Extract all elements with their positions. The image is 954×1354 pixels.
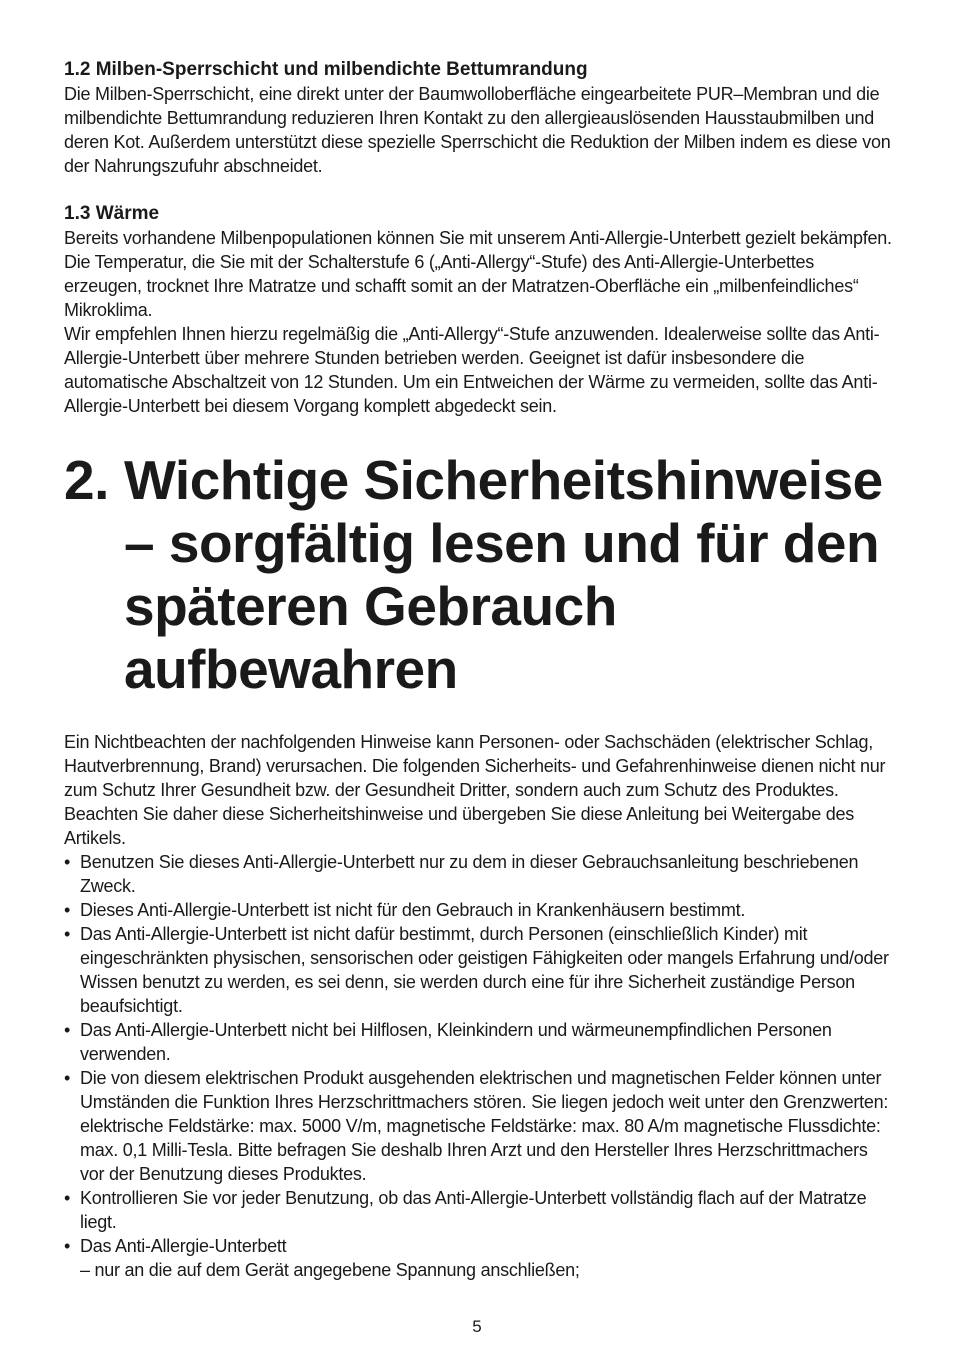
- list-item: [64, 1066, 894, 1186]
- paragraph: Die Milben-Sperrschicht, eine direkt unter der Baumwolloberfläche eingearbeitete PUR–Membran und die milbendichte Bettumrandung reduzieren Ihren Kontakt zu den allergieauslösenden Hausstaubmilben und deren Kot. Außerdem unterstützt diese spezielle Sperrschicht die Reduktion der Milben indem es diese von der Nahrungszufuhr abschneidet.: [64, 84, 891, 176]
- list-item-text: Das Anti-Allergie-Unterbett nicht bei Hilflosen, Kleinkindern und wärmeunempfindlichen Personen verwenden.: [80, 1020, 832, 1064]
- bullet-marker: •: [64, 1020, 71, 1040]
- section-1-2: [64, 58, 894, 178]
- list-item: [64, 1186, 894, 1234]
- bullet-marker: •: [64, 900, 71, 920]
- list-item-text: Dieses Anti-Allergie-Unterbett ist nicht für den Gebrauch in Krankenhäusern bestimmt.: [80, 900, 746, 920]
- paragraph: Wir empfehlen Ihnen hierzu regelmäßig die „Anti-Allergy“-Stufe anzuwenden. Idealerweise sollte das Anti-Allergie-Unterbett über mehrere Stunden betrieben werden. Geeignet ist dafür insbesondere die automatische Abschaltzeit von 12 Stunden. Um ein Entweichen der Wärme zu vermeiden, sollte das Anti-Allergie-Unterbett bei diesem Vorgang komplett abgedeckt sein.: [64, 324, 880, 416]
- bullet-marker: •: [64, 1068, 71, 1088]
- paragraph: Bereits vorhandene Milbenpopulationen können Sie mit unserem Anti-Allergie-Unterbett gezielt bekämpfen. Die Temperatur, die Sie mit der Schalterstufe 6 („Anti-Allergy“-Stufe) des Anti-Allergie-Unterbettes erzeugen, trocknet Ihre Matratze und schafft somit an der Matratzen-Oberfläche ein „milbenfeindliches“ Mikroklima.: [64, 228, 892, 320]
- bullet-marker: •: [64, 1236, 71, 1256]
- page-number: 5: [472, 1317, 482, 1336]
- section-heading: 1.3 Wärme: [64, 203, 160, 224]
- chapter-title: [64, 449, 894, 701]
- bullet-marker: •: [64, 1188, 71, 1208]
- chapter-title-text: Wichtige Sicherheitshinweise – sorgfältig lesen und für den späteren Gebrauch aufbewahren: [124, 449, 883, 700]
- page-content: [64, 58, 894, 1282]
- list-item: [64, 898, 894, 922]
- list-item-text: Das Anti-Allergie-Unterbett ist nicht dafür bestimmt, durch Personen (einschließlich Kinder) mit eingeschränkten physischen, sensorischen oder geistigen Fähigkeiten oder mangels Erfahrung und/oder Wissen benutzt zu werden, es sei denn, sie werden durch eine für ihre Sicherheit zuständige Person beaufsichtigt.: [80, 924, 889, 1016]
- list-item-text: Das Anti-Allergie-Unterbett: [80, 1236, 287, 1256]
- list-item: [64, 1018, 894, 1066]
- section-1-3: [64, 202, 894, 418]
- chapter-number: 2.: [64, 449, 109, 511]
- bullet-marker: •: [64, 924, 71, 944]
- sub-list-item: – nur an die auf dem Gerät angegebene Spannung anschließen;: [80, 1260, 580, 1280]
- section-heading: 1.2 Milben-Sperrschicht und milbendichte Bettumrandung: [64, 59, 588, 80]
- list-item: [64, 922, 894, 1018]
- list-item-text: Kontrollieren Sie vor jeder Benutzung, ob das Anti-Allergie-Unterbett vollständig flach auf der Matratze liegt.: [80, 1188, 867, 1232]
- list-item: [64, 850, 894, 898]
- intro-paragraph: Ein Nichtbeachten der nachfolgenden Hinweise kann Personen- oder Sachschäden (elektrischer Schlag, Hautverbrennung, Brand) verursachen. Die folgenden Sicherheits- und Gefahrenhinweise dienen nicht nur zum Schutz Ihrer Gesundheit bzw. der Gesundheit Dritter, sondern auch zum Schutz des Produktes. Beachten Sie daher diese Sicherheitshinweise und übergeben Sie diese Anleitung bei Weitergabe des Artikels.: [64, 732, 886, 848]
- bullet-marker: •: [64, 852, 71, 872]
- list-item-text: Die von diesem elektrischen Produkt ausgehenden elektrischen und magnetischen Felder können unter Umständen die Funktion Ihres Herzschrittmachers stören. Sie liegen jedoch weit unter den Grenzwerten: elektrische Feldstärke: max. 5000 V/m, magnetische Feldstärke: max. 80 A/m magnetische Flussdichte: max. 0,1 Milli-Tesla. Bitte befragen Sie deshalb Ihren Arzt und den Hersteller Ihres Herzschrittmachers vor der Benutzung dieses Produktes.: [80, 1068, 889, 1184]
- safety-list: [64, 850, 894, 1258]
- list-item: [64, 1234, 894, 1258]
- list-item-text: Benutzen Sie dieses Anti-Allergie-Unterbett nur zu dem in dieser Gebrauchsanleitung beschriebenen Zweck.: [80, 852, 859, 896]
